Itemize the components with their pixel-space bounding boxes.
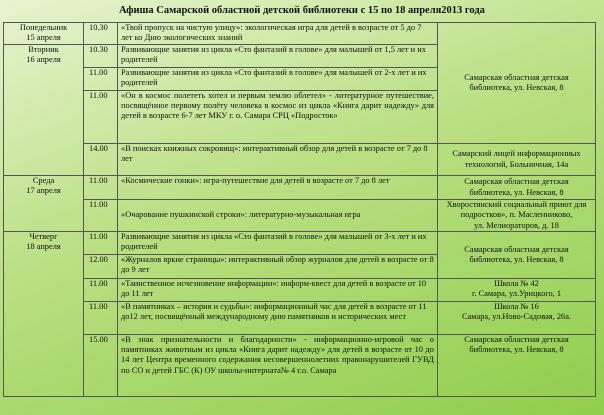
place-cell xyxy=(438,176,596,200)
event-cell: «В памятниках – история и судьбы»: информационный час для детей в возрасте от 11 до12 лет, посвящённый международному дню памятников и исторических мест xyxy=(118,302,438,335)
time-cell: 11.00 xyxy=(84,279,118,302)
day-date: 16 апреля xyxy=(26,55,61,65)
time-cell: 11.00 xyxy=(84,232,118,255)
place-line: Школа № 16 xyxy=(494,302,539,311)
day-cell xyxy=(4,23,84,45)
time-cell: 10.30 xyxy=(84,23,118,45)
event-cell: «Твой пропуск на чистую улицу»: экологическая игра для детей в возрасте от 5 до 7 лет ко Дню экологических знаний xyxy=(118,23,438,45)
place-line: ул. Мелиораторов, д. 18 xyxy=(474,220,559,230)
event-cell: «В знак признательности и благодарности» - информационно-игровой час о памятниках животным из цикла «Книга дарит надежду» для детей в возрасте от 10 до 14 лет Центра временного содержания несовершеннолетних правонарушителей ГУВД по СО и детей ГБС (К) ОУ школы-интерната№ 4 г.о. Самара xyxy=(118,335,438,397)
event-cell: Развивающие занятия из цикла «Сто фантазий в голове» для малышей от 2-х лет и их родителей xyxy=(118,68,438,91)
day-date: 18 апреля xyxy=(26,242,61,252)
event-cell: Развивающие занятия из цикла «Сто фантазий в голове» для малышей от 3-х лет и их родителей xyxy=(118,232,438,255)
time-cell: 10.30 xyxy=(84,45,118,68)
day-name: Понедельник xyxy=(19,23,68,32)
place-line: библиотека, ул. Невская, 8 xyxy=(469,255,564,264)
table-row xyxy=(4,23,596,45)
time-cell: 11.00 xyxy=(84,68,118,91)
event-cell: «Он в космос полететь хотел и первым землю облетел» - литературное путешествие, посвящённое первому полёту человека в космос из цикла «Книга дарит надежду» для детей в возрасте 6-7 лет МКУ г. о. Самара СРЦ «Подросток» xyxy=(118,91,438,144)
place-line: Хворостянский социальный приют для xyxy=(446,200,587,210)
day-name: Четверг xyxy=(29,232,58,241)
schedule-table xyxy=(3,22,596,397)
place-cell xyxy=(438,232,596,279)
place-cell xyxy=(438,302,596,335)
table-row xyxy=(4,176,596,200)
time-cell: 12.00 xyxy=(84,255,118,279)
place-line: Самарская областная детская xyxy=(464,244,569,254)
day-cell xyxy=(4,232,84,397)
table-row xyxy=(4,302,596,335)
place-line: Самарская областная детская xyxy=(464,335,569,344)
event-cell: Развивающие занятия из цикла «Сто фантазий в голове» для малышей от 1,5 лет и их родителей xyxy=(118,45,438,68)
day-name: Среда xyxy=(32,176,55,185)
time-cell: 11.00 xyxy=(84,302,118,335)
table-row xyxy=(4,200,596,232)
time-cell: 11.00 xyxy=(84,176,118,200)
day-name: Вторник xyxy=(28,45,59,54)
place-line: Самарский лицей информационных xyxy=(452,149,581,159)
place-line: Самарская областная детская xyxy=(464,177,569,187)
place-line: библиотека, ул. Невская, 8 xyxy=(469,345,564,355)
day-cell xyxy=(4,45,84,176)
day-date: 15 апреля xyxy=(26,33,61,43)
event-cell: «Космические гонки»: игра-путешествие для детей в возрасте от 7 до 8 лет xyxy=(118,176,438,200)
time-cell: 11.00 xyxy=(84,200,118,232)
place-line: Самара, ул.Ново-Садовая, 26а. xyxy=(461,312,572,322)
time-cell: 15.00 xyxy=(84,335,118,397)
place-line: библиотека, ул. Невская, 8 xyxy=(469,187,564,197)
place-line: подростков», п. Масленниково, xyxy=(460,210,573,220)
time-cell: 11.00 xyxy=(84,91,118,144)
table-row xyxy=(4,335,596,397)
event-cell: «В поисках книжных сокровищ»: интерактивный обзор для детей в возрасте от 7 до 8 лет xyxy=(118,144,438,176)
time-cell: 14.00 xyxy=(84,144,118,176)
event-cell: «Журналов яркие страницы»: интерактивный обзор журналов для детей в возрасте от 8 до 9 лет xyxy=(118,255,438,279)
day-date: 17 апреля xyxy=(26,186,61,196)
place-line: технологий, Больничная, 14а xyxy=(464,159,569,169)
event-cell: «Таинственное исчезновение информации»: информ-квест для детей в возрасте от 10 до 11 лет xyxy=(118,279,438,302)
place-cell xyxy=(438,335,596,397)
table-row xyxy=(4,279,596,302)
place-line: Самарская областная детская xyxy=(464,72,569,82)
page-title: Афиша Самарской областной детской библиотеки с 15 по 18 апреля2013 года xyxy=(119,5,485,16)
place-cell xyxy=(438,23,596,144)
day-cell xyxy=(4,176,84,232)
place-line: библиотека, ул. Невская, 8 xyxy=(469,83,564,92)
table-row xyxy=(4,232,596,255)
place-cell xyxy=(438,200,596,232)
table-row xyxy=(4,144,596,176)
place-cell xyxy=(438,279,596,302)
place-line: Школа № 42 xyxy=(494,279,539,288)
event-cell: «Очарование пушкинской строки»: литературно-музыкальная игра xyxy=(118,200,438,232)
place-cell xyxy=(438,144,596,176)
place-line: г. Самара, ул.Урицкого, 1 xyxy=(471,289,562,299)
